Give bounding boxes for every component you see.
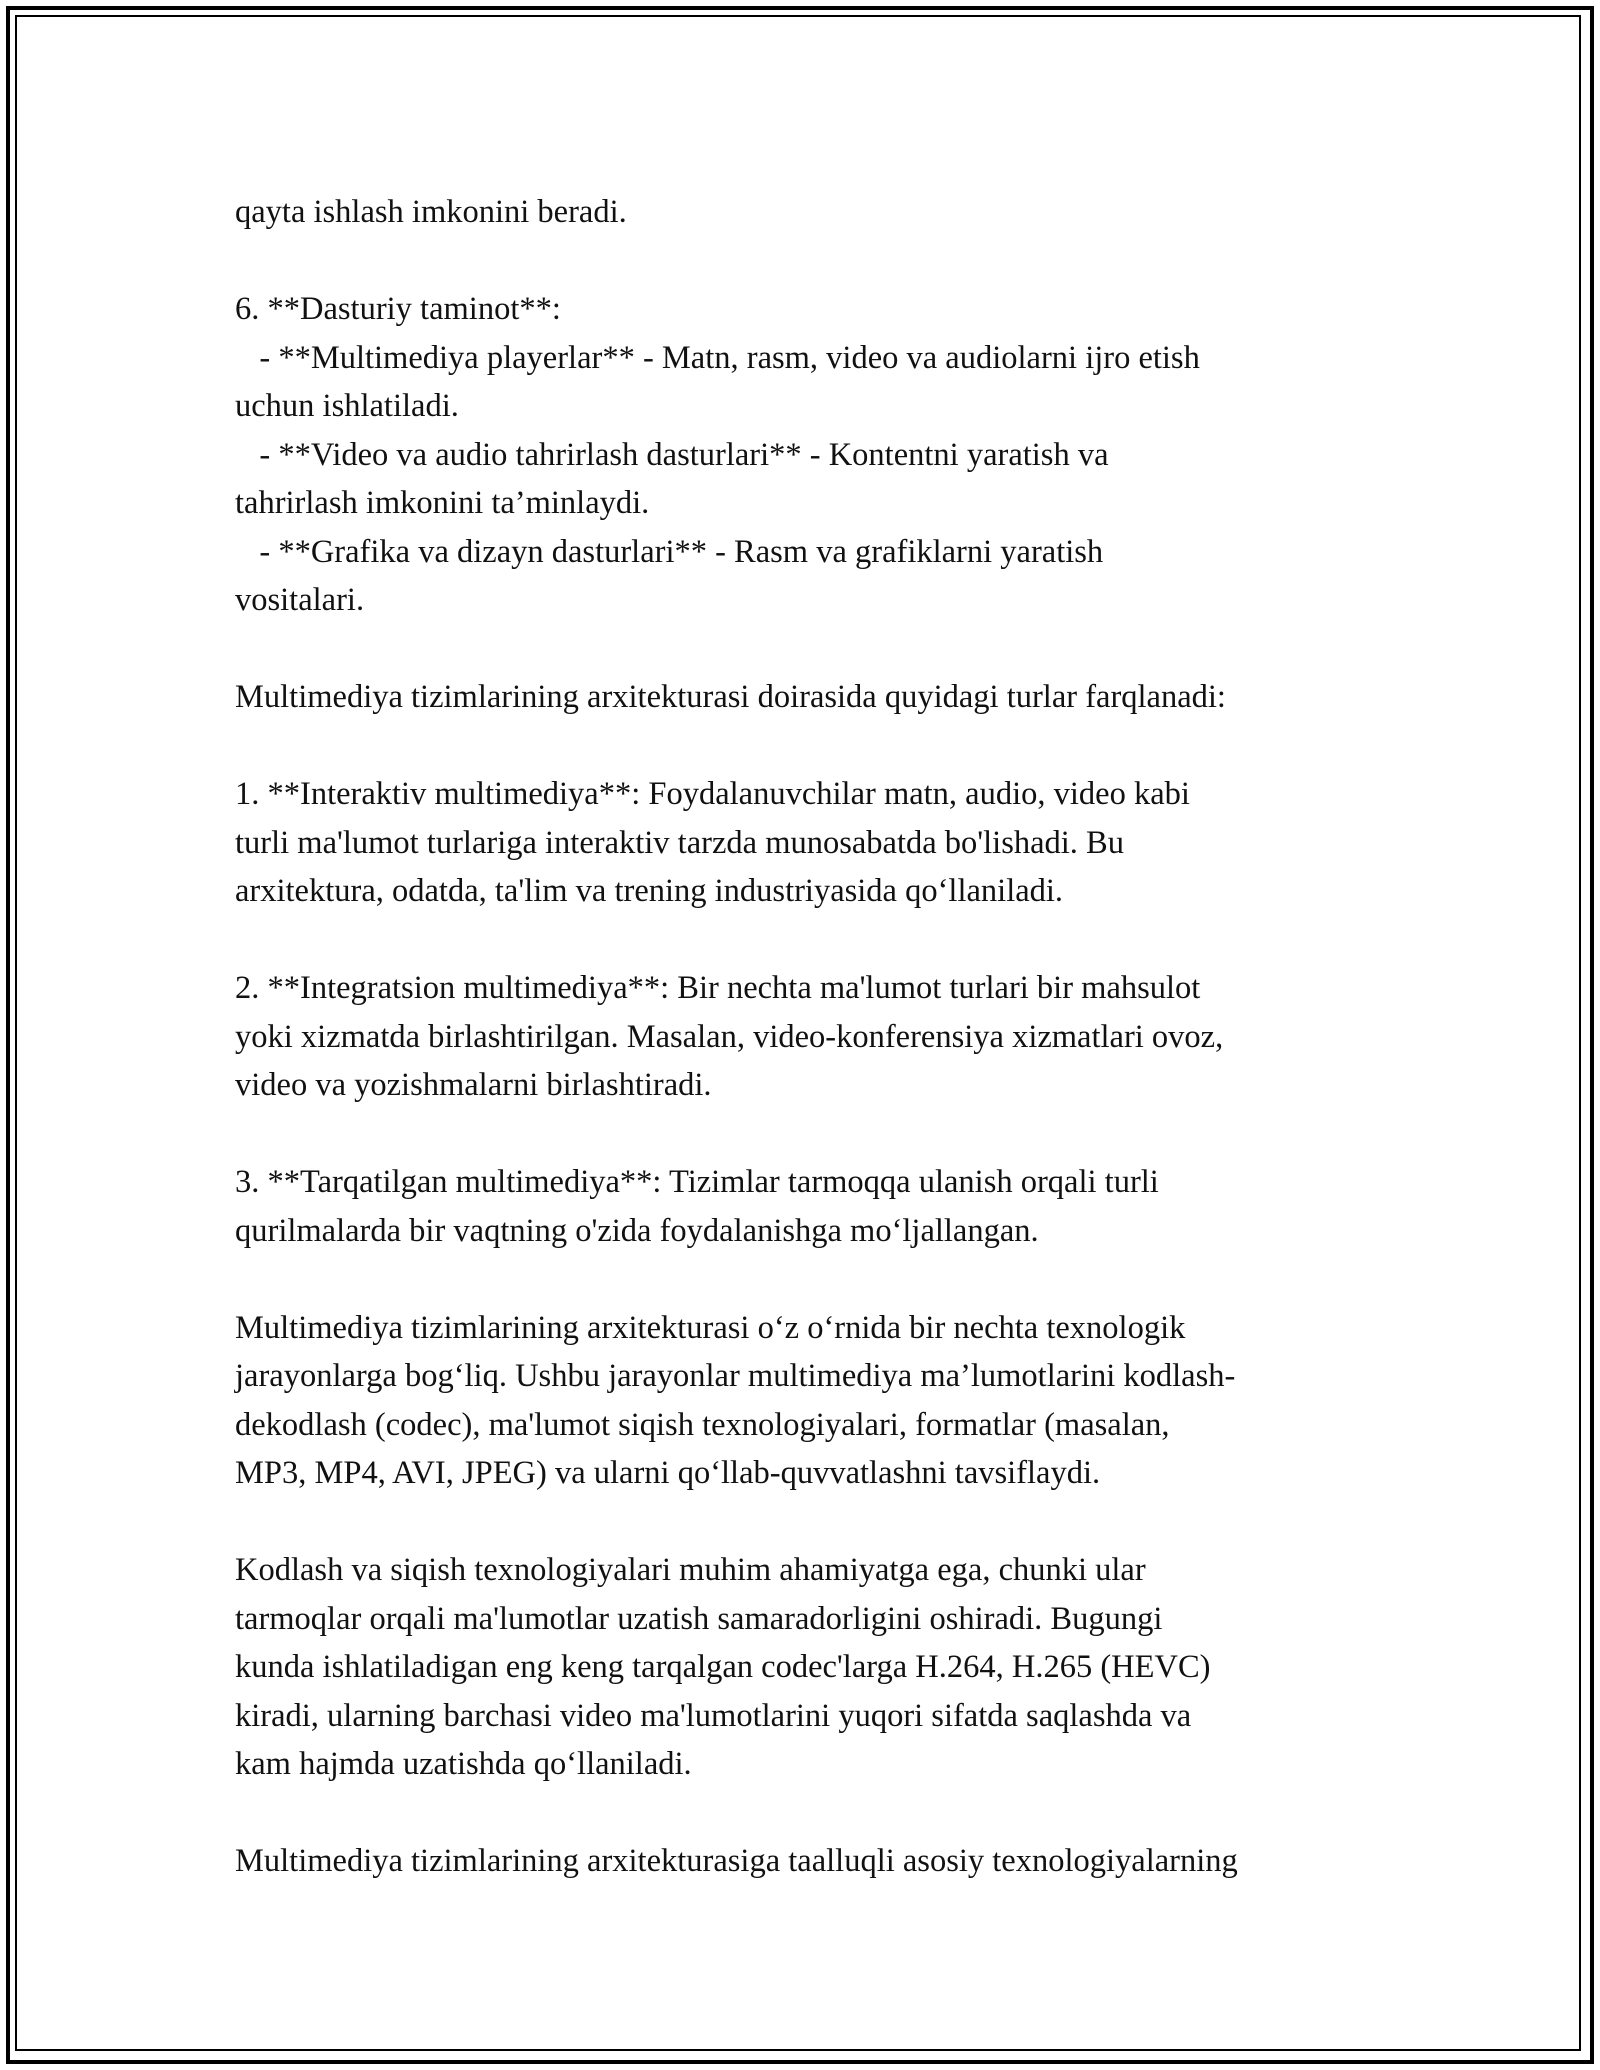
text-line: Multimediya tizimlarining arxitekturasi o‘z o‘rnida bir nechta texnologik [235, 1309, 1186, 1346]
text-line: 6. **Dasturiy taminot**: [235, 291, 561, 327]
text-line: 1. **Interaktiv multimediya**: Foydalanuvchilar matn, audio, video kabi [235, 776, 1190, 812]
text-line: Kodlash va siqish texnologiyalari muhim ahamiyatga ega, chunki ular [235, 1552, 1146, 1588]
text-line: 2. **Integratsion multimediya**: Bir nechta ma'lumot turlari bir mahsulot [235, 970, 1201, 1006]
paragraph [235, 188, 1395, 237]
text-line: tahrirlash imkonini ta’minlaydi. [235, 485, 650, 521]
text-line: kiradi, ularning barchasi video ma'lumotlarini yuqori sifatda saqlashda va [235, 1697, 1192, 1734]
paragraph-spacer [235, 1498, 1395, 1547]
paragraph-spacer [235, 237, 1395, 286]
text-line: uchun ishlatiladi. [235, 388, 459, 424]
text-line: video va yozishmalarni birlashtiradi. [235, 1067, 712, 1103]
paragraph [235, 1837, 1395, 1886]
text-line: 3. **Tarqatilgan multimediya**: Tizimlar tarmoqqa ulanish orqali turli [235, 1164, 1159, 1200]
text-line: dekodlash (codec), ma'lumot siqish texnologiyalari, formatlar (masalan, [235, 1406, 1170, 1443]
text-line: vositalari. [235, 582, 365, 618]
document-body [235, 188, 1395, 1886]
text-line: qayta ishlash imkonini beradi. [235, 194, 627, 230]
text-line: Multimediya tizimlarining arxitekturasi doirasida quyidagi turlar farqlanadi: [235, 679, 1226, 715]
paragraph [235, 673, 1395, 722]
paragraph-spacer [235, 1110, 1395, 1159]
paragraph [235, 964, 1395, 1110]
text-line: tarmoqlar orqali ma'lumotlar uzatish samaradorligini oshiradi. Bugungi [235, 1600, 1163, 1637]
text-line: - **Grafika va dizayn dasturlari** - Rasm va grafiklarni yaratish [235, 533, 1104, 570]
text-line: MP3, MP4, AVI, JPEG) va ularni qo‘llab-quvvatlashni tavsiflaydi. [235, 1455, 1101, 1491]
paragraph-spacer [235, 1789, 1395, 1838]
text-line: yoki xizmatda birlashtirilgan. Masalan, video-konferensiya xizmatlari ovoz, [235, 1018, 1224, 1055]
paragraph [235, 285, 1395, 625]
text-line: kunda ishlatiladigan eng keng tarqalgan codec'larga H.264, H.265 (HEVC) [235, 1649, 1211, 1685]
paragraph [235, 1158, 1395, 1255]
paragraph-spacer [235, 1255, 1395, 1304]
text-line: Multimediya tizimlarining arxitekturasiga taalluqli asosiy texnologiyalarning [235, 1843, 1238, 1879]
paragraph [235, 770, 1395, 916]
text-line: kam hajmda uzatishda qo‘llaniladi. [235, 1746, 692, 1782]
text-line: - **Multimediya playerlar** - Matn, rasm, video va audiolarni ijro etish [235, 339, 1200, 376]
paragraph-spacer [235, 916, 1395, 965]
text-line: jarayonlarga bog‘liq. Ushbu jarayonlar multimediya ma’lumotlarini kodlash- [235, 1358, 1236, 1394]
paragraph [235, 1304, 1395, 1498]
text-line: qurilmalarda bir vaqtning o'zida foydalanishga mo‘ljallangan. [235, 1212, 1039, 1249]
text-line: turli ma'lumot turlariga interaktiv tarzda munosabatda bo'lishadi. Bu [235, 824, 1124, 861]
text-line: - **Video va audio tahrirlash dasturlari** - Kontentni yaratish va [235, 436, 1109, 473]
paragraph [235, 1546, 1395, 1789]
text-line: arxitektura, odatda, ta'lim va trening industriyasida qo‘llaniladi. [235, 873, 1064, 909]
paragraph-spacer [235, 722, 1395, 771]
paragraph-spacer [235, 625, 1395, 674]
